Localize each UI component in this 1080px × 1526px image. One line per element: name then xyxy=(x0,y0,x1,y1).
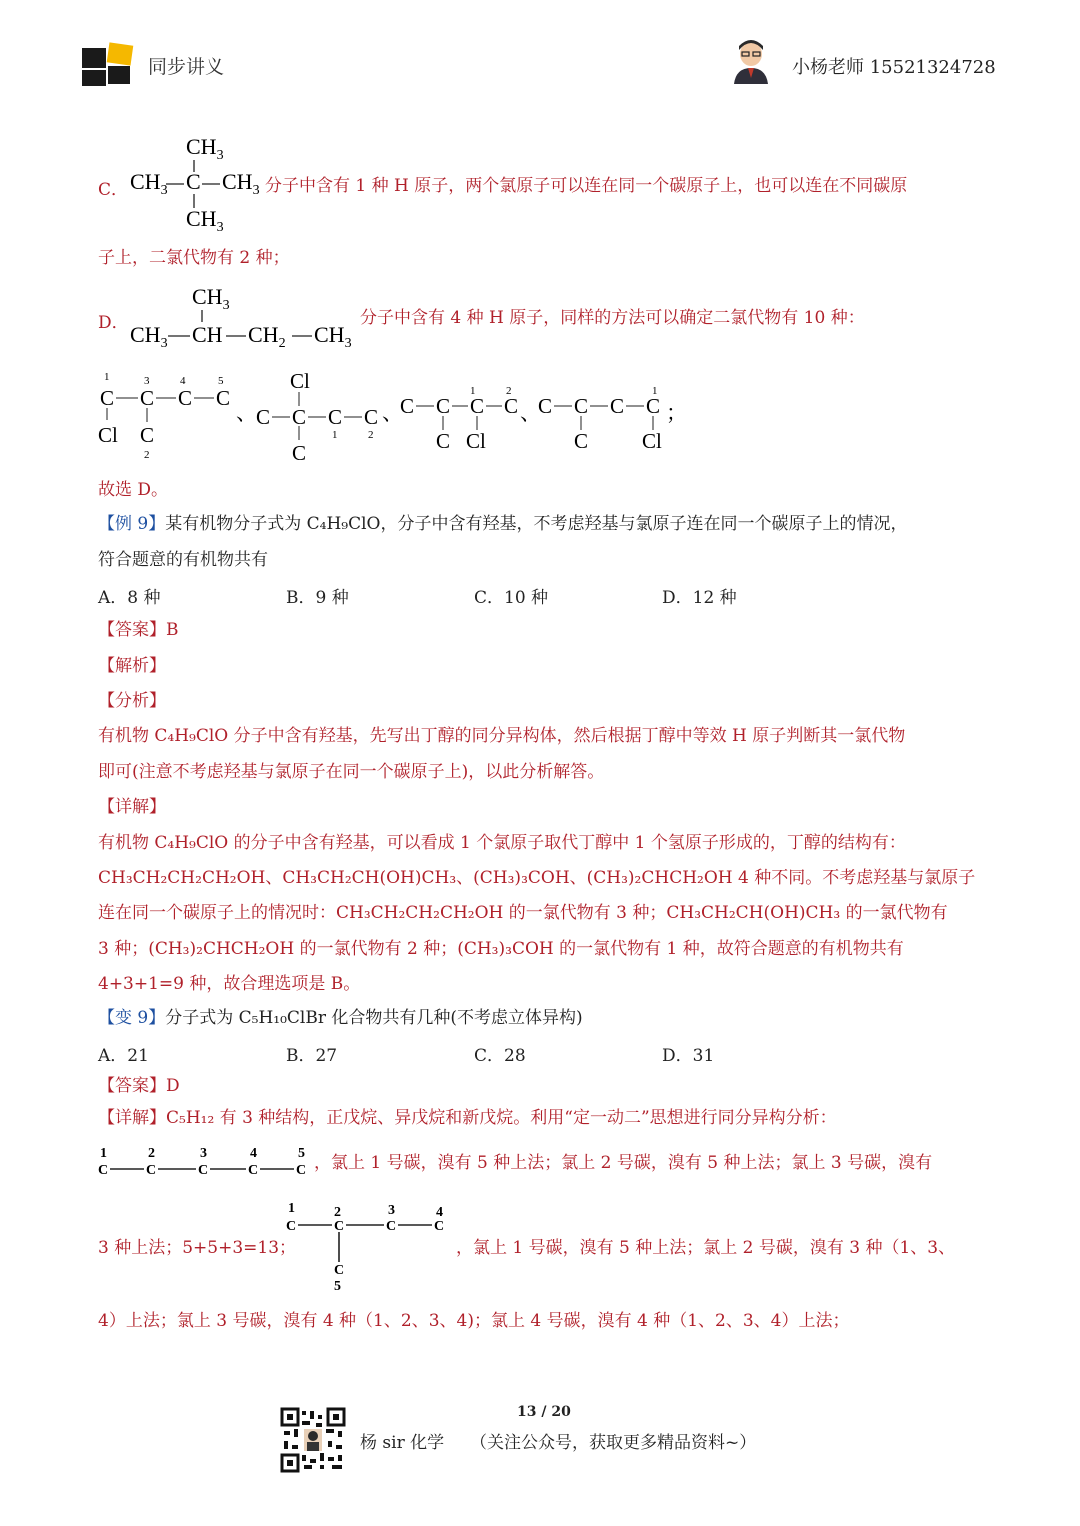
svg-text:CH3: $CH_3$ xyxy=(192,284,230,313)
svg-text:C: C xyxy=(574,394,589,418)
svg-text:CH3: $CH_3$ xyxy=(314,322,352,351)
example9-detail4: 3 种；(CH₃)₂CHCH₂OH 的一氯代物有 2 种；(CH₃)₃COH 的一氯代物有 1 种，故符合题意的有机物共有 xyxy=(98,939,904,959)
svg-text:CH2: $CH_2$ xyxy=(248,322,286,351)
svg-text:C: C xyxy=(436,429,451,453)
isopentane-structure xyxy=(128,282,363,354)
svg-text:4: 4 xyxy=(436,1205,443,1220)
example9-detail5: 4+3+1=9 种，故合理选项是 B。 xyxy=(98,974,361,994)
variant9-detail2: ，氯上 1 号碳，溴有 5 种上法；氯上 2 号碳，溴有 5 种上法；氯上 3 号碳，溴有 xyxy=(314,1153,933,1173)
svg-text:C: C xyxy=(328,405,343,429)
svg-text:、: 、 xyxy=(236,401,257,425)
example9-fenxi-tag: 【分析】 xyxy=(98,691,166,711)
svg-text:C: C xyxy=(470,394,485,418)
svg-text:C: C xyxy=(400,394,415,418)
svg-text:C: C xyxy=(286,1219,297,1234)
svg-text:CH3: $CH_3$ xyxy=(130,322,168,351)
svg-text:C: C xyxy=(146,1163,157,1178)
svg-text:C: C xyxy=(646,394,661,418)
footer-brand: 杨 sir 化学 xyxy=(360,1433,445,1453)
section-d-label: D． xyxy=(98,313,129,333)
svg-text:3: 3 xyxy=(388,1203,395,1218)
svg-text:C: C xyxy=(538,394,553,418)
svg-text:C: C xyxy=(248,1163,259,1178)
svg-text:2: 2 xyxy=(368,429,374,441)
svg-text:、: 、 xyxy=(520,401,541,425)
variant9-option-c: C．28 xyxy=(474,1046,526,1066)
svg-text:C: C xyxy=(216,386,231,410)
example9-fenxi1: 有机物 C₄H₉ClO 分子中含有羟基，先写出丁醇的同分异构体，然后根据丁醇中等效 H 原子判断其一氯代物 xyxy=(98,726,906,746)
example9-stem1: 某有机物分子式为 C₄H₉ClO，分子中含有羟基，不考虑羟基与氯原子连在同一个碳原子上的情况， xyxy=(165,514,908,534)
svg-text:C: C xyxy=(198,1163,209,1178)
variant9-stem: 分子式为 C₅H₁₀ClBr 化合物共有几种(不考虑立体异构) xyxy=(165,1008,583,1028)
svg-text:Cl: Cl xyxy=(466,429,486,453)
svg-text:C: C xyxy=(292,405,307,429)
variant9-answer: 【答案】D xyxy=(98,1076,180,1096)
svg-text:C: C xyxy=(100,386,115,410)
svg-text:C: C xyxy=(186,169,201,194)
n-pentane-skeleton xyxy=(96,1144,326,1180)
conclusion-select-d: 故选 D。 xyxy=(98,480,169,500)
svg-text:1: 1 xyxy=(100,1146,107,1161)
variant9-detail1: C₅H₁₂ 有 3 种结构，正戊烷、异戊烷和新戊烷。利用“定一动二”思想进行同分异构分析： xyxy=(166,1108,837,1128)
example9-option-a: A．8 种 xyxy=(98,588,161,608)
teacher-avatar xyxy=(730,38,772,84)
svg-text:CH3: $CH_3$ xyxy=(222,169,260,198)
variant9-detail-line1 xyxy=(98,1106,837,1130)
svg-text:1: 1 xyxy=(288,1201,295,1216)
svg-text:1: 1 xyxy=(652,385,658,397)
svg-text:C: C xyxy=(140,423,155,447)
example9-stem2: 符合题意的有机物共有 xyxy=(98,550,268,570)
svg-text:C: C xyxy=(178,386,193,410)
variant9-option-a: A．21 xyxy=(98,1046,149,1066)
section-c-label: C． xyxy=(98,180,129,200)
svg-text:C: C xyxy=(256,405,271,429)
svg-text:1: 1 xyxy=(470,385,476,397)
variant9-detail3a: 3 种上法；5+5+3=13； xyxy=(98,1238,297,1258)
svg-text:；: ； xyxy=(666,401,687,425)
variant9-option-d: D．31 xyxy=(662,1046,715,1066)
isopentane-skeleton xyxy=(284,1198,454,1294)
page-number: 13 / 20 xyxy=(517,1404,571,1420)
example9-option-d: D．12 种 xyxy=(662,588,737,608)
svg-text:CH: CH xyxy=(192,322,223,347)
variant9-detail-tag: 【详解】 xyxy=(98,1108,166,1128)
section-c-text2: 子上，二氯代物有 2 种； xyxy=(98,248,290,268)
svg-text:CH3: $CH_3$ xyxy=(130,169,168,198)
svg-text:C: C xyxy=(296,1163,307,1178)
variant9-option-b: B．27 xyxy=(286,1046,338,1066)
svg-text:Cl: Cl xyxy=(98,423,118,447)
svg-text:5: 5 xyxy=(334,1279,341,1294)
example9-answer: 【答案】B xyxy=(98,620,179,640)
section-d-text1: 分子中含有 4 种 H 原子，同样的方法可以确定二氯代物有 10 种： xyxy=(360,308,865,328)
svg-text:C: C xyxy=(140,386,155,410)
svg-text:1: 1 xyxy=(104,371,110,383)
svg-text:C: C xyxy=(574,429,589,453)
example9-stem-line1 xyxy=(98,512,907,536)
skeleton-structures-row xyxy=(96,368,696,468)
example9-detail1: 有机物 C₄H₉ClO 的分子中含有羟基，可以看成 1 个氯原子取代丁醇中 1 个氢原子形成的，丁醇的结构有： xyxy=(98,833,906,853)
svg-text:2: 2 xyxy=(334,1205,341,1220)
svg-text:Cl: Cl xyxy=(642,429,662,453)
footer-slogan: （关注公众号，获取更多精品资料~） xyxy=(470,1433,757,1453)
svg-text:2: 2 xyxy=(506,385,512,397)
svg-text:CH3: $CH_3$ xyxy=(186,206,224,235)
variant9-stem-line xyxy=(98,1006,583,1030)
variant9-detail3b: ，氯上 1 号碳，溴有 5 种上法；氯上 2 号碳，溴有 3 种（1、3、 xyxy=(456,1238,956,1258)
section-c-text1: 分子中含有 1 种 H 原子，两个氯原子可以连在同一个碳原子上，也可以连在不同碳原 xyxy=(265,176,908,196)
svg-text:C: C xyxy=(610,394,625,418)
example9-detail3: 连在同一个碳原子上的情况时：CH₃CH₂CH₂CH₂OH 的一氯代物有 3 种；CH₃CH₂CH(OH)CH₃ 的一氯代物有 xyxy=(98,903,948,923)
svg-text:4: 4 xyxy=(250,1146,257,1161)
example9-fenxi2: 即可(注意不考虑羟基与氯原子在同一个碳原子上)，以此分析解答。 xyxy=(98,762,605,782)
svg-text:C: C xyxy=(364,405,379,429)
svg-text:C: C xyxy=(504,394,519,418)
example9-option-c: C．10 种 xyxy=(474,588,549,608)
example9-xiangjie-tag: 【详解】 xyxy=(98,797,166,817)
header-title: 同步讲义 xyxy=(148,56,225,78)
example9-option-b: B．9 种 xyxy=(286,588,349,608)
variant9-detail4: 4）上法；氯上 3 号碳，溴有 4 种（1、2、3、4)；氯上 4 号碳，溴有 4 种（1、2、3、4）上法； xyxy=(98,1311,850,1331)
svg-text:C: C xyxy=(292,441,307,465)
svg-text:C: C xyxy=(334,1263,345,1278)
neopentane-structure xyxy=(128,132,268,237)
svg-text:3: 3 xyxy=(200,1146,207,1161)
svg-text:C: C xyxy=(386,1219,397,1234)
teacher-info: 小杨老师 15521324728 xyxy=(792,57,996,78)
svg-text:5: 5 xyxy=(218,375,224,387)
svg-text:C: C xyxy=(434,1219,445,1234)
svg-text:2: 2 xyxy=(148,1146,155,1161)
svg-text:4: 4 xyxy=(180,375,186,387)
example9-jiexi-tag: 【解析】 xyxy=(98,656,166,676)
example9-tag: 【例 9】 xyxy=(98,514,166,534)
svg-text:C: C xyxy=(334,1219,345,1234)
logo xyxy=(80,42,136,88)
svg-text:3: 3 xyxy=(144,375,150,387)
svg-text:2: 2 xyxy=(144,449,150,461)
qr-code xyxy=(280,1407,346,1473)
svg-text:5: 5 xyxy=(298,1146,305,1161)
svg-text:CH3: $CH_3$ xyxy=(186,134,224,163)
svg-text:C: C xyxy=(436,394,451,418)
svg-text:C: C xyxy=(98,1163,109,1178)
svg-text:1: 1 xyxy=(332,429,338,441)
svg-text:、: 、 xyxy=(382,401,403,425)
example9-detail2: CH₃CH₂CH₂CH₂OH、CH₃CH₂CH(OH)CH₃、(CH₃)₃COH、(CH₃)₂CHCH₂OH 4 种不同。不考虑羟基与氯原子 xyxy=(98,868,976,888)
svg-text:Cl: Cl xyxy=(290,369,310,393)
variant9-tag: 【变 9】 xyxy=(98,1008,166,1028)
